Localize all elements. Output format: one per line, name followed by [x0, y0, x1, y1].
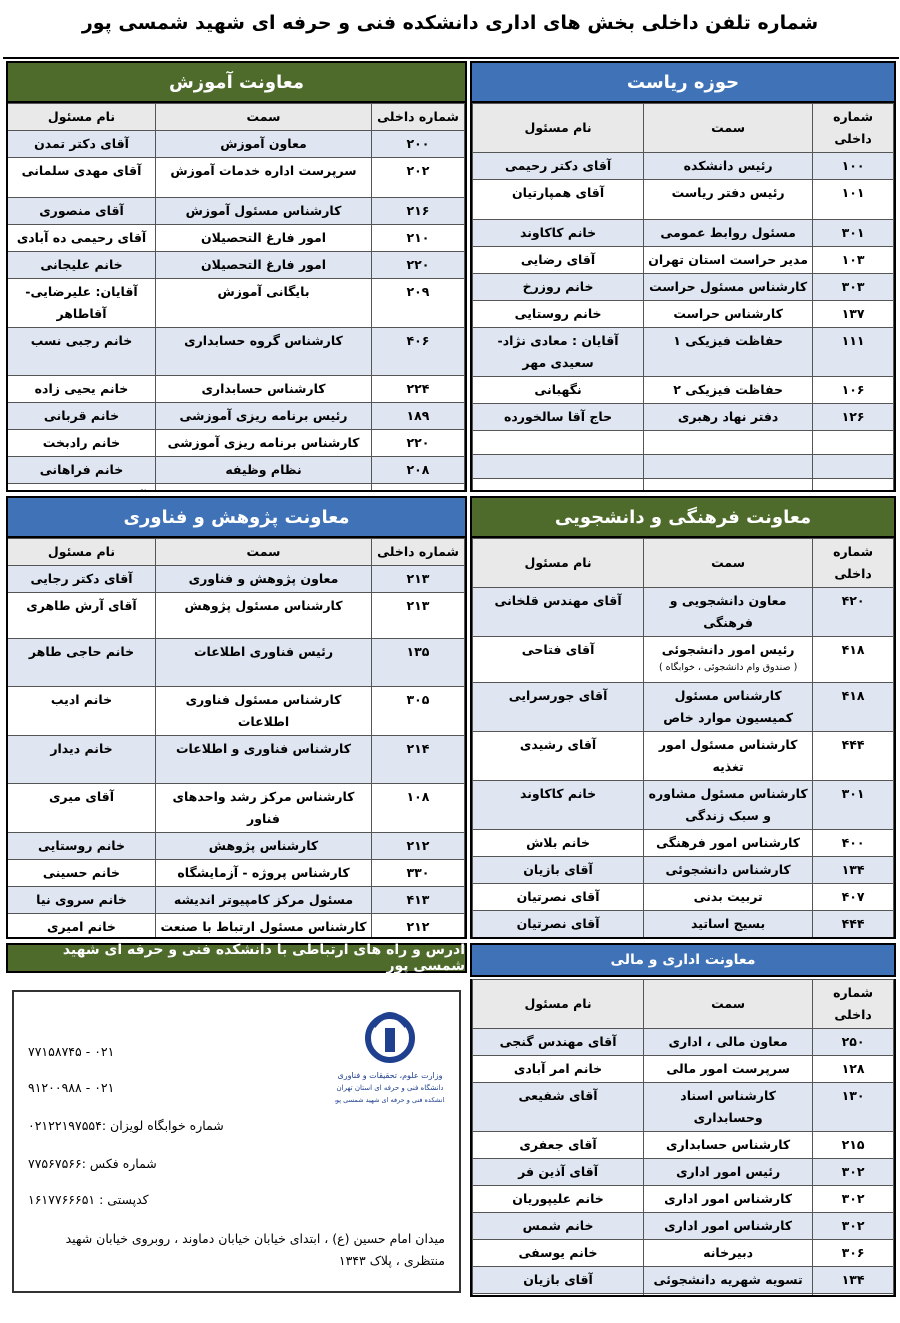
- ext-number: ۲۱۲: [372, 914, 465, 940]
- ext-number: ۲۱۶: [372, 198, 465, 225]
- ext-number: [813, 938, 894, 940]
- phone-2: ۰۲۱ - ۹۱۲۰۰۹۸۸: [28, 1080, 115, 1095]
- table-row: [473, 1267, 894, 1294]
- ext-number: ۴۴۴: [813, 732, 894, 781]
- position: کارشناس مسئول حراست: [644, 274, 813, 301]
- position: معاون دانشجویی و فرهنگی: [644, 588, 813, 637]
- person-name: [473, 479, 644, 493]
- person-name: خانم قربانی: [8, 403, 156, 430]
- ext-number: ۳۰۲: [813, 1186, 894, 1213]
- table-header-row: [473, 539, 894, 588]
- position: مسئول روابط عمومی: [644, 220, 813, 247]
- ext-number: ۳۰۱: [813, 220, 894, 247]
- person-name: [8, 484, 156, 493]
- position: کارشناس اسناد وحسابداری: [644, 1083, 813, 1132]
- ext-number: ۴۱۸: [813, 683, 894, 732]
- table-row: [473, 781, 894, 830]
- table-row: [473, 220, 894, 247]
- table-row: [8, 430, 465, 457]
- table-row: [8, 252, 465, 279]
- person-name: آقای جورسرایی: [473, 683, 644, 732]
- person-name: آقای منصوری: [8, 198, 156, 225]
- table-row: [473, 938, 894, 940]
- ext-number: ۱۸۹: [372, 403, 465, 430]
- mali-table: [472, 979, 894, 1297]
- position: بایگانی آموزش: [156, 279, 372, 328]
- table-row: [8, 914, 465, 940]
- ext-number: ۲۰۹: [372, 279, 465, 328]
- position: سرپرست اداره خدمات آموزش: [156, 158, 372, 198]
- person-name: آقای میری: [8, 784, 156, 833]
- person-name: آقایان : معادی نژاد-سعیدی مهر: [473, 328, 644, 377]
- position: [644, 1294, 813, 1298]
- column-header-number: شماره داخلی: [813, 539, 894, 588]
- table-row: [473, 1294, 894, 1298]
- dorm-phone: شماره خوابگاه لویزان :۰۲۱۲۲۱۹۷۵۵۴: [28, 1118, 224, 1133]
- ext-number: ۱۲۸: [813, 1056, 894, 1083]
- position: کارشناس پژوهش: [156, 833, 372, 860]
- person-name: خانم یحیی زاده: [8, 376, 156, 403]
- ext-number: ۱۰۰: [813, 153, 894, 180]
- table-row: [8, 158, 465, 198]
- table-row: [8, 198, 465, 225]
- ext-number: ۲۲۰: [372, 252, 465, 279]
- position: کارشناس حسابداری: [156, 376, 372, 403]
- ext-number: ۳۳۰: [372, 860, 465, 887]
- person-name: آقای رحیمی ده آبادی: [8, 225, 156, 252]
- table-row: [8, 279, 465, 328]
- person-name: خانم کاکاوند: [473, 781, 644, 830]
- ext-number: ۴۱۸: [813, 637, 894, 683]
- column-header-number: شماره داخلی: [813, 104, 894, 153]
- ext-number: ۴۰۷: [813, 884, 894, 911]
- column-header-name: نام مسئول: [473, 539, 644, 588]
- ext-number: ۴۰۶: [372, 328, 465, 376]
- person-name: آقای بازیان: [473, 1267, 644, 1294]
- person-name: آقای مهندس قلخانی: [473, 588, 644, 637]
- section-riasat: [470, 61, 896, 492]
- table-row: [8, 131, 465, 158]
- ext-number: ۱۰۸: [372, 784, 465, 833]
- mali-header: [470, 943, 896, 977]
- ext-number: ۲۲۰: [372, 430, 465, 457]
- ext-number: ۴۲۰: [813, 588, 894, 637]
- ext-number: ۱۰۱: [813, 180, 894, 220]
- person-name: آقای آرش طاهری: [8, 593, 156, 639]
- position: بسیج اساتید: [644, 911, 813, 938]
- column-header-number: شماره داخلی: [372, 104, 465, 131]
- position: رئیس امور دانشجوئی ( صندوق وام دانشجوئی ، خوابگاه ): [644, 637, 813, 683]
- table-header-row: [473, 104, 894, 153]
- section-title: حوزه ریاست: [472, 63, 894, 103]
- table-row: [473, 328, 894, 377]
- table-row: [473, 1240, 894, 1267]
- section-title: معاونت آموزش: [8, 63, 465, 103]
- position: [644, 455, 813, 479]
- person-name: [473, 1294, 644, 1298]
- position: کارشناس مسئول کمیسیون موارد خاص: [644, 683, 813, 732]
- table-row: [473, 1083, 894, 1132]
- person-name: آقای نصرتیان: [473, 911, 644, 938]
- person-name: [473, 455, 644, 479]
- position: کارشناس گروه حسابداری: [156, 328, 372, 376]
- table-row: [473, 274, 894, 301]
- person-name: آقای دکتر رجایی: [8, 566, 156, 593]
- position: کارشناس حسابداری: [644, 1132, 813, 1159]
- person-name: خانم سروی نیا: [8, 887, 156, 914]
- person-name: خانم روستایی: [8, 833, 156, 860]
- column-header-position: سمت: [644, 980, 813, 1029]
- position: مسئول مرکز کامپیوتر اندیشه: [156, 887, 372, 914]
- person-name: آقای فتاحی: [473, 637, 644, 683]
- section-amoozesh: [6, 61, 467, 492]
- ext-number: ۲۱۲: [372, 833, 465, 860]
- column-header-name: نام مسئول: [8, 539, 156, 566]
- ext-number: ۴۱۳: [372, 887, 465, 914]
- table-row: [473, 377, 894, 404]
- ext-number: ۲۱۳: [372, 566, 465, 593]
- person-name: آقای آذین فر: [473, 1159, 644, 1186]
- table-row: [473, 180, 894, 220]
- position: کارشناس مسئول پژوهش: [156, 593, 372, 639]
- ext-number: ۲۱۵: [813, 1132, 894, 1159]
- person-name: آقای جعفری: [473, 1132, 644, 1159]
- position: کارشناس برنامه ریزی آموزشی: [156, 430, 372, 457]
- table-row: [473, 1186, 894, 1213]
- person-name: آقای مهندس گنجی: [473, 1029, 644, 1056]
- pajohesh-table: [7, 538, 465, 939]
- svg-text:وزارت علوم، تحقیقات و فناوری: وزارت علوم، تحقیقات و فناوری: [337, 1071, 443, 1080]
- table-row: [473, 637, 894, 683]
- table-row: [473, 479, 894, 493]
- table-row: [473, 857, 894, 884]
- farhangi-table: [472, 538, 894, 939]
- table-row: [473, 404, 894, 431]
- table-row: [8, 403, 465, 430]
- ext-number: ۳۰۳: [813, 274, 894, 301]
- position: کارشناس فناوری و اطلاعات: [156, 736, 372, 784]
- table-row: [473, 431, 894, 455]
- page-title: شماره تلفن داخلی بخش های اداری دانشکده فنی و حرفه ای شهید شمسی پور: [81, 12, 819, 34]
- column-header-name: نام مسئول: [473, 980, 644, 1029]
- table-row: [8, 566, 465, 593]
- street-address: میدان امام حسین (ع) ، ابتدای خیابان خیابان دماوند ، روبروی خیابان شهید منتظری ، پلاک ۱۳۴۳: [65, 1231, 445, 1268]
- position: کارشناس مرکز رشد واحدهای فناور: [156, 784, 372, 833]
- table-row: [8, 593, 465, 639]
- position: کارشناس حراست: [644, 301, 813, 328]
- section-title: معاونت پژوهش و فناوری: [8, 498, 465, 538]
- person-name: آقای بازیان: [473, 857, 644, 884]
- ext-number: ۱۳۴: [813, 1267, 894, 1294]
- position: معاون مالی ، اداری: [644, 1029, 813, 1056]
- table-row: [473, 247, 894, 274]
- person-name: حاج آقا سالخورده: [473, 404, 644, 431]
- position: کارشناس مسئول امور تغذیه: [644, 732, 813, 781]
- table-row: [8, 860, 465, 887]
- ext-number: ۳۰۱: [813, 781, 894, 830]
- university-logo: [335, 1006, 445, 1116]
- ext-number: ۳۰۲: [813, 1213, 894, 1240]
- table-row: [473, 1213, 894, 1240]
- table-row: [8, 687, 465, 736]
- position: کارشناس مسئول آموزش: [156, 198, 372, 225]
- table-header-row: [8, 104, 465, 131]
- address-header: [6, 943, 467, 973]
- position: تسویه شهریه دانشجوئی: [644, 1267, 813, 1294]
- position: رئیس امور اداری: [644, 1159, 813, 1186]
- table-row: [473, 683, 894, 732]
- person-name: خانم دیدار: [8, 736, 156, 784]
- position: حفاظت فیزیکی ۲: [644, 377, 813, 404]
- table-row: [8, 833, 465, 860]
- ext-number: ۲۵۰: [813, 1029, 894, 1056]
- university-logo-icon: [335, 1006, 445, 1116]
- table-row: [8, 328, 465, 376]
- person-name: خانم یوسفی: [473, 1240, 644, 1267]
- person-name: خانم امیری: [8, 914, 156, 940]
- table-row: [473, 911, 894, 938]
- position: مدیر حراست استان تهران: [644, 247, 813, 274]
- table-row: [8, 484, 465, 493]
- ext-number: ۳۰۶: [813, 1240, 894, 1267]
- position: رئیس دفتر ریاست: [644, 180, 813, 220]
- column-header-name: نام مسئول: [473, 104, 644, 153]
- section-mali: [470, 979, 896, 1297]
- position: حفاظت فیزیکی ۱: [644, 328, 813, 377]
- ext-number: [813, 1294, 894, 1298]
- section-pajohesh: [6, 496, 467, 939]
- ext-number: ۱۰۳: [813, 247, 894, 274]
- position: دفتر نهاد رهبری: [644, 404, 813, 431]
- ext-number: [372, 484, 465, 493]
- ext-number: ۱۲۶: [813, 404, 894, 431]
- ext-number: ۲۰۲: [372, 158, 465, 198]
- person-name: خانم علیجانی: [8, 252, 156, 279]
- table-row: [473, 588, 894, 637]
- column-header-number: شماره داخلی: [813, 980, 894, 1029]
- position: معاون آموزش: [156, 131, 372, 158]
- section-title: معاونت فرهنگی و دانشجویی: [472, 498, 894, 538]
- ext-number: ۳۰۵: [372, 687, 465, 736]
- position: [156, 484, 372, 493]
- table-row: [8, 784, 465, 833]
- ext-number: ۲۱۰: [372, 225, 465, 252]
- table-row: [473, 1029, 894, 1056]
- table-row: [473, 153, 894, 180]
- position: [644, 431, 813, 455]
- person-name: [473, 431, 644, 455]
- table-row: [8, 376, 465, 403]
- position: کارشناس پروژه - آزمایشگاه: [156, 860, 372, 887]
- person-name: خانم امر آبادی: [473, 1056, 644, 1083]
- ext-number: ۲۱۴: [372, 736, 465, 784]
- person-name: خانم ادیب: [8, 687, 156, 736]
- column-header-position: سمت: [156, 539, 372, 566]
- riasat-table: [472, 103, 894, 492]
- postal-code: کدپستی : ۱۶۱۷۷۶۶۶۵۱: [28, 1192, 149, 1207]
- table-row: [473, 830, 894, 857]
- table-row: [8, 736, 465, 784]
- position: دبیرخانه: [644, 1240, 813, 1267]
- table-header-row: [8, 539, 465, 566]
- position: [644, 479, 813, 493]
- table-row: [473, 884, 894, 911]
- person-name: خانم شمس: [473, 1213, 644, 1240]
- ext-number: [813, 431, 894, 455]
- person-name: آقای مهدی سلمانی: [8, 158, 156, 198]
- person-name: [473, 938, 644, 940]
- phone-1: ۰۲۱ - ۷۷۱۵۸۷۴۵: [28, 1044, 115, 1059]
- person-name: خانم حاجی طاهر: [8, 639, 156, 687]
- column-header-position: سمت: [644, 104, 813, 153]
- svg-text:دانشکده فنی و حرفه ای شهید شمس: دانشکده فنی و حرفه ای شهید شمسی پور: [335, 1096, 445, 1104]
- position: کارشناس مسئول مشاوره و سبک زندگی: [644, 781, 813, 830]
- table-row: [473, 1159, 894, 1186]
- table-row: [473, 455, 894, 479]
- table-row: [473, 1132, 894, 1159]
- person-name: خانم فراهانی: [8, 457, 156, 484]
- position: [644, 938, 813, 940]
- position: تربیت بدنی: [644, 884, 813, 911]
- position: کارشناس امور فرهنگی: [644, 830, 813, 857]
- ext-number: [813, 479, 894, 493]
- person-name: خانم حسینی: [8, 860, 156, 887]
- table-row: [473, 732, 894, 781]
- contact-box: [12, 990, 461, 1293]
- ext-number: ۲۰۸: [372, 457, 465, 484]
- person-name: آقای همپارتیان: [473, 180, 644, 220]
- position-note: ( صندوق وام دانشجوئی ، خوابگاه ): [658, 662, 798, 673]
- table-header-row: [473, 980, 894, 1029]
- table-row: [473, 1056, 894, 1083]
- person-name: خانم روزرخ: [473, 274, 644, 301]
- person-name: خانم رادبخت: [8, 430, 156, 457]
- ext-number: ۱۰۶: [813, 377, 894, 404]
- ext-number: ۱۳۷: [813, 301, 894, 328]
- section-title: معاونت اداری و مالی: [610, 952, 756, 968]
- section-farhangi: [470, 496, 896, 939]
- address-title: آدرس و راه های ارتباطی با دانشکده فنی و حرفه ای شهید شمسی پور: [62, 942, 465, 974]
- person-name: خانم رجبی نسب: [8, 328, 156, 376]
- person-name: آقای دکتر تمدن: [8, 131, 156, 158]
- position: معاون پژوهش و فناوری: [156, 566, 372, 593]
- table-row: [473, 301, 894, 328]
- position: امور فارغ التحصیلان: [156, 252, 372, 279]
- ext-number: ۱۳۵: [372, 639, 465, 687]
- table-row: [8, 887, 465, 914]
- person-name: آقای نصرتیان: [473, 884, 644, 911]
- position: کارشناس امور اداری: [644, 1213, 813, 1240]
- column-header-position: سمت: [644, 539, 813, 588]
- person-name: آقای رضایی: [473, 247, 644, 274]
- person-name: آقای دکتر رحیمی: [473, 153, 644, 180]
- position: سرپرست امور مالی: [644, 1056, 813, 1083]
- ext-number: ۱۱۱: [813, 328, 894, 377]
- ext-number: ۴۴۴: [813, 911, 894, 938]
- position: نظام وظیفه: [156, 457, 372, 484]
- position: کارشناس مسئول فناوری اطلاعات: [156, 687, 372, 736]
- ext-number: [813, 455, 894, 479]
- ext-number: ۱۳۰: [813, 1083, 894, 1132]
- position: رئیس دانشکده: [644, 153, 813, 180]
- column-header-name: نام مسئول: [8, 104, 156, 131]
- table-row: [8, 225, 465, 252]
- svg-text:دانشگاه فنی و حرفه ای استان ته: دانشگاه فنی و حرفه ای استان تهران: [336, 1084, 444, 1092]
- ext-number: ۲۱۳: [372, 593, 465, 639]
- person-name: آقای رشیدی: [473, 732, 644, 781]
- position: کارشناس مسئول ارتباط با صنعت: [156, 914, 372, 940]
- person-name: نگهبانی: [473, 377, 644, 404]
- position: رئیس برنامه ریزی آموزشی: [156, 403, 372, 430]
- position: کارشناس امور اداری: [644, 1186, 813, 1213]
- person-name: خانم روستایی: [473, 301, 644, 328]
- ext-number: ۲۰۰: [372, 131, 465, 158]
- column-header-position: سمت: [156, 104, 372, 131]
- position: رئیس فناوری اطلاعات: [156, 639, 372, 687]
- position: کارشناس دانشجوئی: [644, 857, 813, 884]
- column-header-number: شماره داخلی: [372, 539, 465, 566]
- person-name: خانم کاکاوند: [473, 220, 644, 247]
- person-name: آقایان: علیرضایی-آقاطاهر: [8, 279, 156, 328]
- ext-number: ۲۲۴: [372, 376, 465, 403]
- amoozesh-table: [7, 103, 465, 492]
- ext-number: ۳۰۲: [813, 1159, 894, 1186]
- position: امور فارغ التحصیلان: [156, 225, 372, 252]
- ext-number: ۱۳۴: [813, 857, 894, 884]
- person-name: آقای شفیعی: [473, 1083, 644, 1132]
- table-row: [8, 639, 465, 687]
- table-row: [8, 457, 465, 484]
- person-name: خانم علیپوریان: [473, 1186, 644, 1213]
- fax-number: شماره فکس :۷۷۵۶۷۵۶۶: [28, 1156, 157, 1171]
- ext-number: ۴۰۰: [813, 830, 894, 857]
- person-name: خانم بلاش: [473, 830, 644, 857]
- title-divider: [3, 57, 899, 59]
